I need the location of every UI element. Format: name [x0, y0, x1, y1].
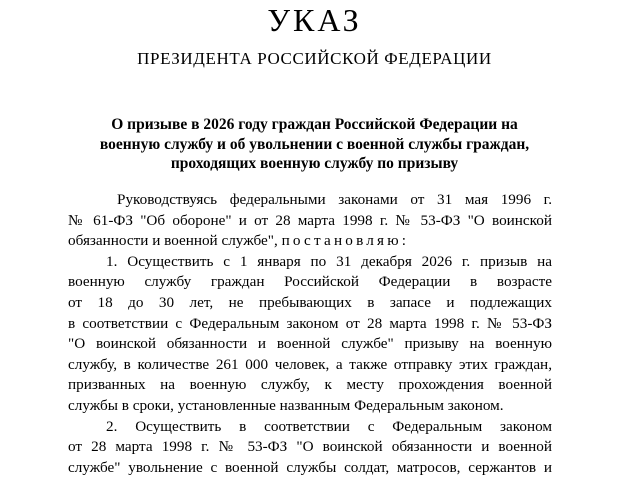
decree-title-line: проходящих военную службу по призыву	[170, 155, 459, 172]
paragraph-2-line: службе" увольнение с военной службы солдат, матросов, сержантов и	[68, 458, 552, 476]
preamble-line-text: обязанности и военной службе",	[68, 232, 278, 250]
paragraph-2-line: от 28 марта 1998 г. № 53-ФЗ "О воинской обязанности и военной	[68, 438, 552, 456]
paragraph-1-line: военную службу граждан Российской Федерации в возрасте	[68, 273, 552, 291]
preamble-line	[68, 231, 552, 252]
paragraph-1-line: призванных на военную службу, к месту прохождения военной	[68, 376, 552, 394]
preamble-line: № 61-ФЗ "Об обороне" и от 28 марта 1998 г. № 53-ФЗ "О воинской	[68, 211, 552, 229]
decree-title	[0, 115, 629, 174]
paragraph-1-line: службу, в количестве 261 000 человек, а также отправку этих граждан,	[68, 355, 552, 373]
preamble-line: Руководствуясь федеральными законами от 31 мая 1996 г.	[117, 191, 552, 208]
paragraph-1-line: 1. Осуществить с 1 января по 31 декабря 2026 г. призыв на	[106, 252, 552, 270]
paragraph-1-line: от 18 до 30 лет, не пребывающих в запасе и подлежащих	[68, 294, 552, 311]
paragraph-1-line: в соответствии с Федеральным законом от 28 марта 1998 г. № 53-ФЗ	[68, 314, 552, 332]
paragraph-1-line: "О воинской обязанности и военной службе" призыву на военную	[68, 335, 552, 353]
decree-word: постановляю:	[281, 232, 410, 250]
decree-title-line: военную службу и об увольнении с военной службы граждан,	[99, 135, 530, 153]
decree-title-line: О призыве в 2026 году граждан Российской Федерации на	[111, 116, 518, 133]
issuer-heading: ПРЕЗИДЕНТА РОССИЙСКОЙ ФЕДЕРАЦИИ	[137, 49, 492, 68]
paragraph-1-line: службы в сроки, установленные названным Федеральным законом.	[68, 397, 504, 414]
paragraph-2-line: 2. Осуществить в соответствии с Федеральным законом	[106, 417, 552, 435]
document-type-heading: УКАЗ	[267, 2, 362, 38]
